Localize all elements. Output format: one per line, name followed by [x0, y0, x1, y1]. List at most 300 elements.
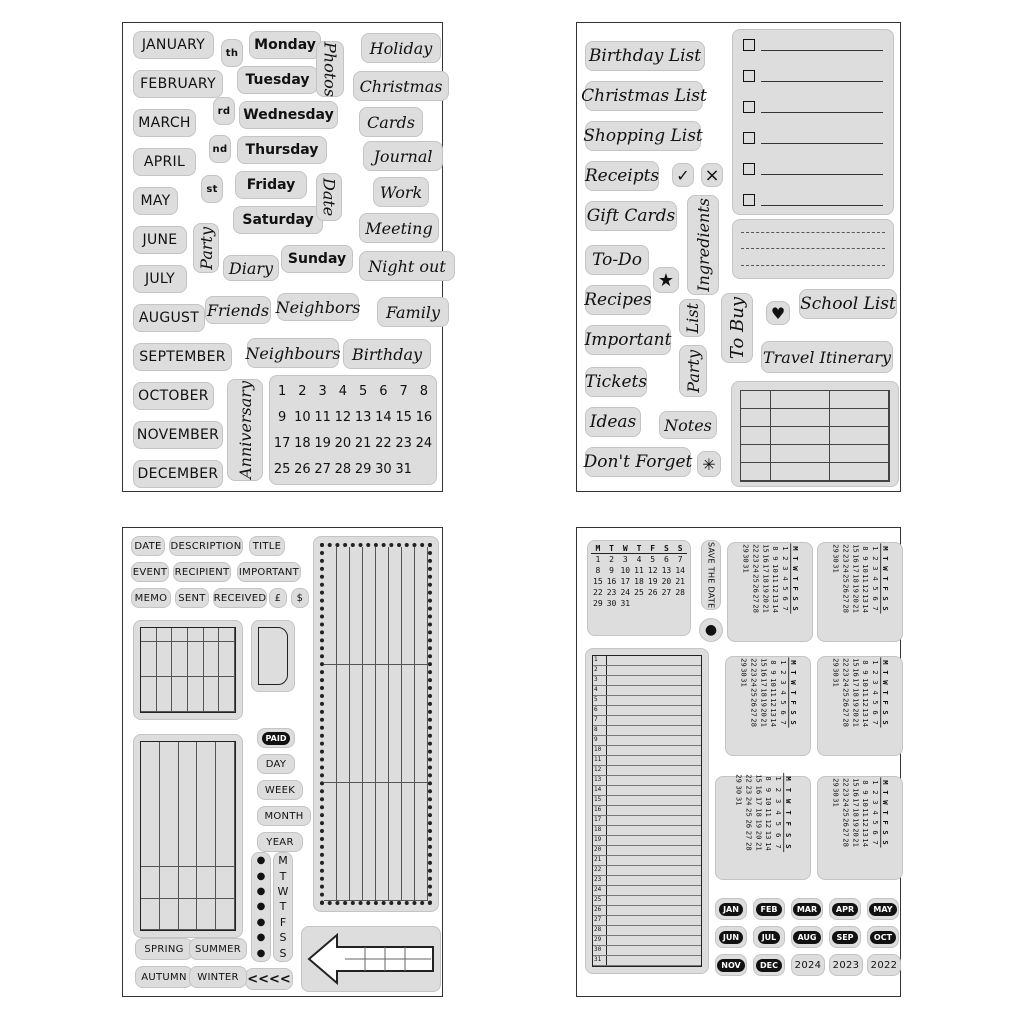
list-row: [593, 756, 701, 766]
weekday-stamp: Tuesday: [237, 66, 318, 94]
table-cell: [141, 628, 157, 642]
list-word-stamp: Don't Forget: [585, 447, 691, 477]
cal-day: 14: [861, 718, 870, 727]
cal-day: 21: [759, 718, 768, 727]
cal-day: 11: [861, 574, 870, 583]
sheet-list-words: [576, 22, 901, 492]
arrow-icon: [305, 931, 437, 987]
cal-header: S: [783, 841, 792, 852]
mini-calendar-stamp: [817, 542, 903, 642]
small-table-stamp: [133, 620, 243, 720]
cal-day: 2: [871, 790, 880, 795]
table-cell: [141, 742, 160, 867]
table-cell: [160, 899, 179, 930]
cal-day: 26: [647, 588, 658, 597]
cal-day: 23: [606, 588, 617, 597]
cal-day: 7: [781, 606, 790, 611]
cal-day: 13: [861, 828, 870, 837]
month-stamp: JUNE: [133, 226, 187, 254]
cal-day: 25: [751, 574, 760, 583]
cal-header: W: [618, 544, 632, 554]
cal-header: T: [880, 573, 889, 583]
month-stamp: MAY: [133, 187, 178, 215]
cal-header: F: [880, 698, 889, 708]
cal-day: 25: [634, 588, 644, 597]
label-stamp: $: [291, 588, 309, 608]
month-stamp: APRIL: [133, 148, 196, 176]
row-number: 10: [593, 746, 607, 755]
day-number: 26: [294, 461, 311, 477]
row-number: 26: [593, 906, 607, 915]
table-cell: [350, 665, 363, 783]
cal-day: 15: [851, 544, 860, 553]
day-number: 24: [415, 435, 433, 451]
cal-day: 31: [739, 678, 748, 687]
cal-header: T: [783, 807, 792, 818]
large-table: [140, 741, 236, 931]
day-number: 31: [395, 461, 412, 477]
cal-header: S: [788, 708, 797, 718]
cal-header: T: [788, 687, 797, 697]
cal-header: M: [880, 777, 889, 787]
table-grid: [740, 390, 890, 482]
table-cell: [172, 628, 188, 642]
list-word-stamp: Shopping List: [585, 121, 701, 151]
cal-day: 16: [851, 668, 860, 677]
cal-header: S: [673, 544, 687, 554]
row-number: 23: [593, 876, 607, 885]
cal-day: 20: [759, 708, 768, 717]
cal-day: 4: [871, 810, 880, 815]
month-pill-stamp: AUG: [791, 926, 823, 948]
cal-day: 1: [871, 780, 880, 785]
month-pill-stamp: NOV: [715, 954, 747, 976]
diary-stamp: Diary: [223, 255, 279, 281]
cal-day: 23: [841, 788, 850, 797]
month-stamp: AUGUST: [133, 304, 205, 332]
numbers-block: [269, 375, 437, 485]
cal-day: 28: [749, 718, 758, 727]
cal-day: 11: [861, 688, 870, 697]
cal-day: 24: [841, 678, 850, 687]
table-cell: [830, 427, 889, 445]
cal-day: 11: [634, 566, 644, 575]
school-list-stamp: School List: [799, 289, 897, 319]
row-number: 8: [593, 726, 607, 735]
weekday-stamp: Sunday: [281, 245, 353, 273]
cal-day: 7: [774, 844, 783, 849]
cal-day: 30: [831, 668, 840, 677]
weekday-letter: T: [279, 869, 287, 883]
cal-day: 25: [841, 688, 850, 697]
table-cell: [389, 547, 402, 665]
asterisk-symbol-stamp: ✳: [697, 451, 721, 477]
to-buy-stamp: To Buy: [721, 293, 753, 363]
write-line: [761, 205, 883, 206]
label-stamp: TITLE: [249, 536, 285, 556]
table-cell: [188, 677, 204, 712]
cal-day: 14: [861, 838, 870, 847]
cal-day: 30: [739, 668, 748, 677]
cal-day: 5: [781, 586, 790, 591]
cal-day: 18: [851, 574, 860, 583]
cal-day: 20: [754, 830, 763, 840]
cal-day: 1: [871, 546, 880, 551]
party-stamp: Party: [193, 223, 219, 273]
row-number: 5: [593, 696, 607, 705]
day-number: 18: [294, 435, 311, 451]
cal-day: 10: [769, 678, 778, 687]
season-stamp: SUMMER: [189, 938, 247, 960]
cal-day: 23: [744, 785, 753, 795]
cal-day: 31: [831, 798, 840, 807]
cal-day: 15: [593, 577, 603, 586]
cal-day: 9: [769, 670, 778, 675]
cal-day: 22: [749, 658, 758, 667]
checkbox-row: [743, 101, 883, 113]
cal-header: T: [880, 687, 889, 697]
day-number: 14: [375, 409, 392, 425]
table-cell: [376, 665, 389, 783]
cal-day: 27: [841, 594, 850, 603]
cal-day: 18: [759, 688, 768, 697]
day-number: 1: [277, 383, 287, 399]
mini-calendar-stamp: [725, 656, 811, 756]
row-number: 4: [593, 686, 607, 695]
cal-header: T: [880, 667, 889, 677]
cal-day: 10: [771, 564, 780, 573]
table-cell: [204, 677, 220, 712]
list-word-stamp: Birthday List: [585, 41, 705, 71]
season-stamp: WINTER: [189, 966, 247, 988]
sheet-calendars: [576, 527, 901, 997]
day-number: 9: [277, 409, 287, 425]
cal-day: 8: [595, 566, 601, 575]
table-cell: [830, 391, 889, 409]
write-line: [761, 81, 883, 82]
cal-day: 27: [751, 594, 760, 603]
row-number: 2: [593, 666, 607, 675]
season-stamp: SPRING: [135, 938, 193, 960]
suffix-stamp: rd: [213, 97, 235, 125]
cal-header: W: [880, 677, 889, 687]
cal-day: 3: [779, 680, 788, 685]
cal-header: T: [880, 807, 889, 817]
weekday-letter: F: [279, 915, 287, 929]
cal-day: 9: [861, 556, 870, 561]
weekday-letter: T: [279, 900, 287, 914]
day-number: 11: [314, 409, 331, 425]
cal-day: 2: [779, 670, 788, 675]
table-cell: [141, 867, 160, 898]
cal-day: 11: [769, 688, 778, 697]
cal-day: 24: [841, 564, 850, 573]
cal-day: 31: [741, 564, 750, 573]
cal-day: 11: [764, 808, 773, 817]
cal-day: 22: [593, 588, 603, 597]
cal-day: 28: [841, 838, 850, 847]
table-cell: [197, 867, 216, 898]
month-stamp: DECEMBER: [133, 460, 223, 488]
list-word-stamp: Receipts: [585, 161, 659, 191]
table-cell: [741, 391, 771, 409]
label-stamp: RECEIVED: [213, 588, 267, 608]
cal-day: 17: [851, 798, 860, 807]
cal-header: S: [880, 838, 889, 848]
cal-day: 16: [851, 554, 860, 563]
table-cell: [160, 742, 179, 867]
cal-day: 6: [871, 596, 880, 601]
cal-header: M: [880, 657, 889, 667]
list-row: [593, 716, 701, 726]
cal-day: 3: [871, 680, 880, 685]
large-table-stamp: [133, 734, 243, 938]
cal-header: M: [790, 543, 799, 553]
cal-day: 26: [841, 818, 850, 827]
cal-day: 10: [861, 678, 870, 687]
table-cell: [179, 867, 198, 898]
cal-day: 4: [774, 810, 783, 815]
row-number: 11: [593, 756, 607, 765]
weekday-letter: W: [277, 885, 289, 899]
cal-day: 17: [851, 564, 860, 573]
row-number: 25: [593, 896, 607, 905]
cal-day: 8: [769, 660, 778, 665]
row-number: 14: [593, 786, 607, 795]
checkbox-row: [743, 194, 883, 206]
cal-day: 5: [871, 820, 880, 825]
table-cell: [771, 427, 830, 445]
day-number: 7: [399, 383, 408, 399]
ingredients-stamp: Ingredients: [687, 195, 719, 295]
list-word-stamp: Gift Cards: [585, 201, 677, 231]
table-cell: [197, 899, 216, 930]
cal-day: 19: [759, 698, 768, 707]
cal-day: 27: [744, 830, 753, 840]
cal-day: 18: [851, 808, 860, 817]
list-row: [593, 856, 701, 866]
checkbox-icon: [743, 163, 755, 175]
cal-day: 20: [761, 594, 770, 603]
cal-day: 6: [774, 832, 783, 838]
cal-day: 19: [851, 698, 860, 707]
cal-header: S: [880, 604, 889, 614]
mini-calendar-stamp: [727, 542, 813, 642]
cal-day: 5: [871, 586, 880, 591]
row-number: 15: [593, 796, 607, 805]
cal-day: 13: [764, 830, 773, 840]
weekday-stamp: Monday: [249, 31, 321, 59]
row-number: 6: [593, 706, 607, 715]
row-number: 22: [593, 866, 607, 875]
table-cell: [172, 677, 188, 712]
cal-day: 21: [851, 838, 860, 847]
cal-day: 14: [675, 566, 685, 575]
cal-day: 12: [861, 818, 870, 827]
cal-day: 1: [595, 555, 601, 564]
label-stamp: DATE: [131, 536, 165, 556]
table-cell: [141, 642, 157, 677]
cal-day: 15: [759, 658, 768, 667]
neighbours-stamp: Neighbours: [247, 338, 339, 368]
dashed-lines-block: [732, 219, 894, 279]
list-row: [593, 946, 701, 956]
paid-stamp: PAID: [257, 728, 295, 748]
cal-day: 21: [851, 604, 860, 613]
heart-symbol-stamp: ♥: [766, 301, 790, 325]
cal-day: 11: [771, 574, 780, 583]
cal-day: 15: [761, 544, 770, 553]
table-cell: [350, 547, 363, 665]
month-pill-stamp: OCT: [867, 926, 899, 948]
arrow-stamp: [301, 926, 441, 992]
row-number: 7: [593, 716, 607, 725]
row-number: 18: [593, 826, 607, 835]
table-cell: [376, 783, 389, 901]
friends-stamp: Friends: [205, 296, 271, 324]
write-line: [761, 174, 883, 175]
month-pill-stamp: MAY: [867, 898, 899, 920]
cal-day: 14: [764, 842, 773, 851]
day-number: 20: [334, 435, 352, 451]
list-row: [593, 886, 701, 896]
cal-day: 8: [861, 780, 870, 785]
notes-stamp: Notes: [659, 411, 717, 439]
write-line: [761, 50, 883, 51]
mini-calendar-stamp: [817, 656, 903, 756]
cal-day: 27: [661, 588, 672, 597]
day-number: 12: [334, 409, 352, 425]
scallop-table: [320, 543, 432, 905]
label-stamp: EVENT: [131, 562, 169, 582]
cal-day: 22: [841, 778, 850, 787]
month-stamp: SEPTEMBER: [133, 343, 232, 371]
cal-header: T: [790, 553, 799, 563]
month-pill-stamp: DEC: [753, 954, 785, 976]
table-cell: [179, 899, 198, 930]
cross-symbol-stamp: ×: [701, 163, 723, 187]
cal-header: S: [880, 708, 889, 718]
word-stamp: Meeting: [359, 213, 439, 243]
table-cell: [324, 547, 337, 665]
table-cell: [402, 547, 415, 665]
list-word-stamp: Christmas List: [585, 81, 703, 111]
cal-header: M: [788, 657, 797, 667]
label-stamp: IMPORTANT: [237, 562, 301, 582]
list-row: [593, 786, 701, 796]
table-cell: [216, 867, 235, 898]
cal-day: 4: [871, 690, 880, 695]
cal-day: 26: [841, 584, 850, 593]
cal-header: W: [880, 797, 889, 807]
cal-day: 25: [749, 688, 758, 697]
table-cell: [160, 867, 179, 898]
row-number: 31: [593, 956, 607, 965]
day-number: 3: [318, 383, 327, 399]
cal-header: M: [880, 543, 889, 553]
cal-day: 17: [620, 577, 631, 586]
cal-day: 22: [841, 658, 850, 667]
cal-day: 16: [851, 788, 860, 797]
table-cell: [188, 628, 204, 642]
cal-header: F: [646, 544, 660, 554]
cal-header: W: [783, 796, 792, 807]
cal-day: 28: [841, 718, 850, 727]
cal-header: T: [783, 784, 792, 795]
cal-day: 5: [774, 821, 783, 826]
checklist-block: [732, 29, 894, 215]
table-cell: [157, 642, 173, 677]
day-number: 23: [395, 435, 412, 451]
table-cell: [350, 783, 363, 901]
list-row: [593, 686, 701, 696]
cal-day: 24: [620, 588, 631, 597]
row-number: 24: [593, 886, 607, 895]
row-number: 17: [593, 816, 607, 825]
month-stamp: OCTOBER: [133, 382, 214, 410]
table-cell: [337, 665, 350, 783]
month-pill-stamp: APR: [829, 898, 861, 920]
cal-day: 27: [841, 828, 850, 837]
cal-day: 29: [739, 658, 748, 667]
table-cell: [363, 547, 376, 665]
weekday-stamp: Thursday: [237, 136, 327, 164]
cal-day: 23: [841, 554, 850, 563]
cal-day: 22: [744, 774, 753, 783]
cal-day: 7: [779, 720, 788, 725]
cal-day: 28: [675, 588, 685, 597]
cal-header: T: [632, 544, 646, 554]
cal-day: 5: [871, 700, 880, 705]
cal-day: 2: [774, 787, 783, 793]
cal-day: 13: [661, 566, 672, 575]
cal-header: T: [880, 787, 889, 797]
table-cell: [157, 677, 173, 712]
party-stamp-2: Party: [679, 345, 707, 397]
weekday-letter: M: [278, 854, 288, 868]
cal-day: 18: [634, 577, 644, 586]
list-row: [593, 706, 701, 716]
year-stamp: 2024: [791, 954, 825, 976]
day-number: 2: [298, 383, 307, 399]
cal-day: 18: [754, 808, 763, 817]
list-word-stamp: Recipes: [585, 285, 651, 315]
cal-day: 4: [779, 690, 788, 695]
cal-day: 16: [606, 577, 617, 586]
date-stamp: Date: [316, 173, 342, 221]
weekday-letters-stamp: [273, 852, 293, 962]
cal-day: 2: [781, 556, 790, 561]
word-stamp: Night out: [359, 251, 455, 281]
cal-header: W: [790, 563, 799, 573]
cal-day: 12: [861, 584, 870, 593]
tab-shape: [258, 627, 288, 685]
list-word-stamp: Important: [585, 325, 671, 355]
table-cell: [157, 628, 173, 642]
cal-day: 13: [861, 708, 870, 717]
table-cell: [376, 547, 389, 665]
weekday-stamp: Saturday: [233, 206, 323, 234]
checkbox-row: [743, 163, 883, 175]
list-row: [593, 896, 701, 906]
row-number: 9: [593, 736, 607, 745]
weekday-stamp: Friday: [235, 171, 307, 199]
cal-day: 1: [779, 660, 788, 665]
write-line: [761, 143, 883, 144]
anniversary-stamp: Anniversary: [227, 379, 263, 481]
table-cell: [741, 427, 771, 445]
table-cell: [188, 642, 204, 677]
